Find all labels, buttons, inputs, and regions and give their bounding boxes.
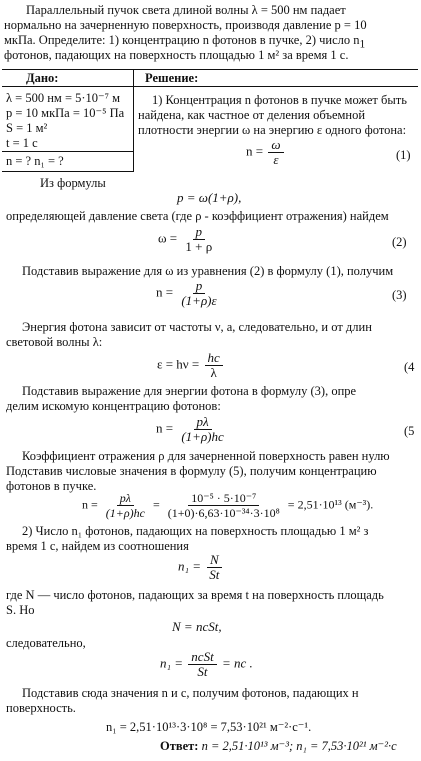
eq9-denominator: St xyxy=(197,664,208,679)
eq5-fraction xyxy=(178,415,226,444)
eq9-fraction xyxy=(188,650,216,679)
text-energy-1: Энергия фотона зависит от частоты ν, а, следовательно, и от длин xyxy=(22,320,372,334)
eq6-f2-numerator: 10⁻⁵ · 5·10⁻⁷ xyxy=(188,491,259,506)
eq6-fraction-1 xyxy=(103,491,148,520)
eq6-lhs: n = xyxy=(82,497,98,512)
text-hence: следовательно, xyxy=(6,636,86,650)
eq6-f1-denominator: (1+ρ)hc xyxy=(105,506,145,520)
problem-line-1: Параллельный пучок света длиной волны λ = 500 нм падает xyxy=(26,3,346,17)
text-part2-a: 2) Число n₁ фотонов, падающих на поверхность площадью 1 м² з xyxy=(22,524,369,538)
text-energy-2: световой волны λ: xyxy=(6,335,103,349)
given-4: t = 1 с xyxy=(6,136,38,150)
eq7-lhs: n₁ = xyxy=(178,558,202,574)
eq2-lhs: ω = xyxy=(158,230,178,246)
text-from-formula: Из формулы xyxy=(40,176,106,190)
eq1-lhs: n = xyxy=(246,143,264,159)
text-reflection-2: Подставив числовые значения в формулу (5), получим концентрацию xyxy=(6,464,377,478)
equation-6 xyxy=(82,491,373,520)
eq1-numerator: ω xyxy=(268,138,283,153)
eq4-lhs: ε = hν = xyxy=(157,356,200,372)
text-substitute-2a: Подставив выражение для энергии фотона в формулу (3), опре xyxy=(22,384,357,398)
solution-line-1: 1) Концентрация n фотонов в пучке может быть xyxy=(152,93,407,107)
equation-10: n₁ = 2,51·10¹³·3·10⁸ = 7,53·10²¹ м⁻²·с⁻¹. xyxy=(106,720,312,734)
eq6-result: = 2,51·10¹³ (м⁻³). xyxy=(287,497,374,512)
text-reflection-3: фотонов в пучке. xyxy=(6,479,97,493)
text-substitute-2b: делим искомую концентрацию фотонов: xyxy=(6,399,221,413)
text-where-n-2: S. Но xyxy=(6,603,35,617)
eq5-lhs: n = xyxy=(156,420,174,436)
eq1-denominator: ε xyxy=(273,152,279,167)
problem-line-4: фотонов, падающих на поверхность площадью 1 м² за время 1 с. xyxy=(4,48,349,62)
table-bottom-line xyxy=(2,171,133,172)
eq2-number: (2) xyxy=(392,235,407,249)
eq1-number: (1) xyxy=(396,148,411,162)
eq6-f2-denominator: (1+0)·6,63·10⁻³⁴·3·10⁸ xyxy=(167,506,280,520)
answer-label: Ответ: xyxy=(160,739,199,753)
eq9-numerator: ncSt xyxy=(188,650,216,665)
answer-text: n = 2,51·10¹³ м⁻³; n₁ = 7,53·10²¹ м⁻²·с xyxy=(201,739,397,753)
text-substitute-3b: поверхность. xyxy=(6,701,76,715)
eq9-result: = nc . xyxy=(221,655,253,671)
text-defining: определяющей давление света (где ρ - коэффициент отражения) найдем xyxy=(6,209,389,223)
given-header: Дано: xyxy=(26,71,59,85)
given-1: λ = 500 нм = 5·10⁻⁷ м xyxy=(6,91,121,105)
text-reflection-1: Коэффициент отражения ρ для зачерненной поверхность равен нулю xyxy=(22,449,390,463)
equation-2 xyxy=(158,225,217,254)
problem-line-3-sub: 1 xyxy=(359,38,366,51)
equation-8: N = ncSt, xyxy=(172,619,222,634)
eq7-numerator: N xyxy=(207,553,222,568)
table-top-line xyxy=(2,69,418,70)
eq6-f1-numerator: pλ xyxy=(117,491,134,506)
eq7-fraction xyxy=(206,553,222,582)
problem-line-3-text: мкПа. Определите: 1) концентрацию n фотонов в пучке, 2) число n xyxy=(4,33,360,47)
eq2-fraction xyxy=(182,225,215,254)
eq6-fraction-2 xyxy=(165,491,283,520)
equation-9 xyxy=(160,650,253,679)
eq6-equals: = xyxy=(152,497,160,512)
eq4-number: (4 xyxy=(404,360,415,374)
eq2-denominator: 1 + ρ xyxy=(185,239,213,254)
solution-header: Решение: xyxy=(145,71,199,85)
eq7-denominator: St xyxy=(209,567,220,582)
text-where-n-1: где N — число фотонов, падающих за время t на поверхность площадь xyxy=(6,588,384,602)
equation-4 xyxy=(157,351,225,380)
equation-1 xyxy=(246,138,286,167)
equation-5 xyxy=(156,415,229,444)
table-header-line xyxy=(2,86,418,87)
eq4-numerator: hc xyxy=(205,351,223,366)
eq4-fraction xyxy=(205,351,223,380)
text-substitute-3a: Подставив сюда значения n и c, получим фотонов, падающих н xyxy=(22,686,359,700)
eq5-denominator: (1+ρ)hc xyxy=(181,429,224,444)
solution-line-2: найдена, как частное от деления объемной xyxy=(138,108,366,122)
eq2-numerator: p xyxy=(193,225,206,240)
eq5-number: (5 xyxy=(404,424,415,438)
given-find-separator xyxy=(2,151,133,152)
given-3: S = 1 м² xyxy=(6,121,48,135)
answer-line xyxy=(160,739,397,754)
find-line: n = ? n₁ = ? xyxy=(6,154,64,168)
text-part2-b: время 1 с, найдем из соотношения xyxy=(6,539,189,553)
eq5-numerator: pλ xyxy=(194,415,212,430)
table-divider xyxy=(133,69,134,172)
text-substitute-1: Подставив выражение для ω из уравнения (2) в формулу (1), получим xyxy=(22,264,394,278)
equation-7 xyxy=(178,553,224,582)
solution-line-3: плотности энергии ω на энергию ε одного фотона: xyxy=(138,123,407,137)
eq3-fraction xyxy=(178,279,219,308)
equation-p: p = ω(1+ρ), xyxy=(177,190,242,205)
eq4-denominator: λ xyxy=(210,365,217,380)
eq1-fraction xyxy=(268,138,283,167)
eq9-lhs: n₁ = xyxy=(160,655,184,671)
eq3-denominator: (1+ρ)ε xyxy=(181,293,217,308)
equation-3 xyxy=(156,279,222,308)
eq3-numerator: p xyxy=(193,279,206,294)
eq3-lhs: n = xyxy=(156,284,174,300)
problem-line-2: нормально на зачерненную поверхность, производя давление p = 10 xyxy=(4,18,367,32)
given-2: p = 10 мкПа = 10⁻⁵ Па xyxy=(6,106,125,120)
eq3-number: (3) xyxy=(392,288,407,302)
